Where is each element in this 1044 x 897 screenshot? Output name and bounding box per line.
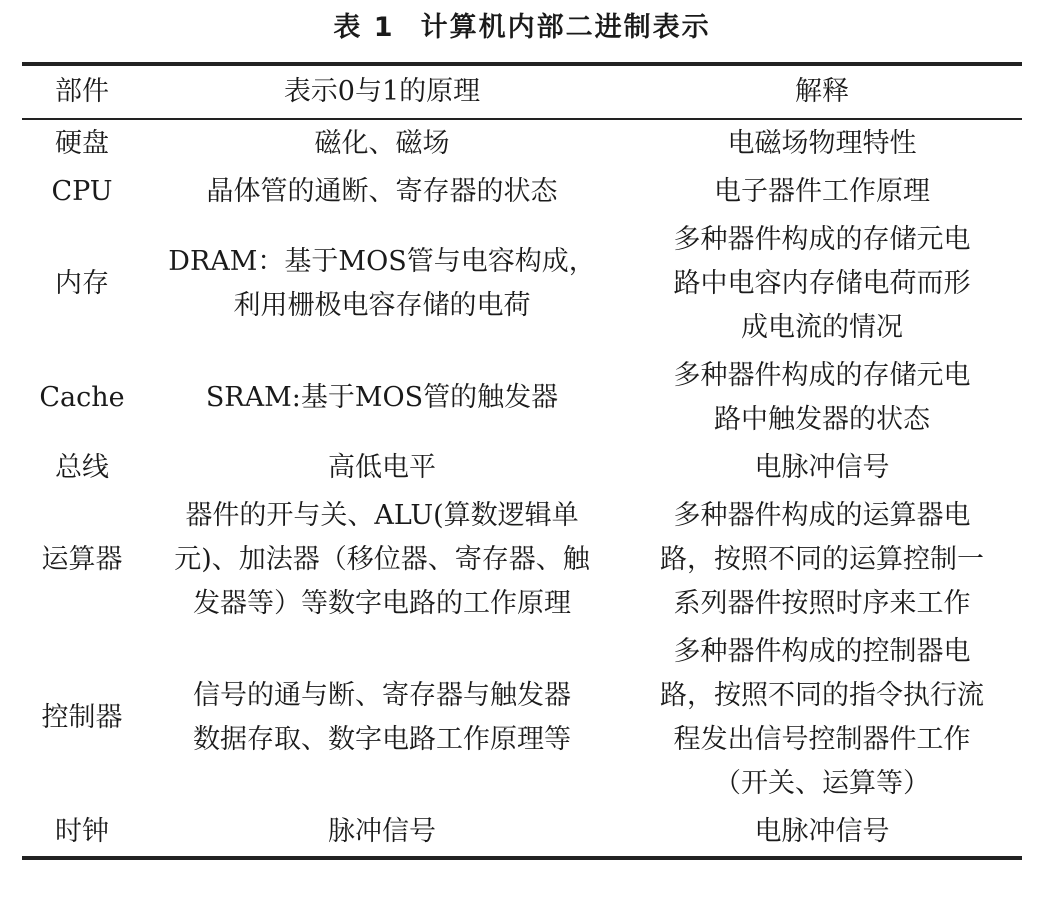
table-row bbox=[22, 216, 1022, 352]
table-row bbox=[22, 628, 1022, 808]
cell-principle: 脉冲信号 bbox=[328, 816, 436, 847]
cell-principle: 信号的通与断、寄存器与触发器 数据存取、数字电路工作原理等 bbox=[193, 680, 571, 755]
cell-component: 硬盘 bbox=[55, 128, 109, 159]
table-number: 表 1 bbox=[333, 12, 395, 43]
table-caption bbox=[0, 8, 1044, 48]
table-row bbox=[22, 352, 1022, 444]
table-row bbox=[22, 119, 1022, 168]
cell-component: 总线 bbox=[55, 452, 109, 483]
cell-explanation: 电磁场物理特性 bbox=[727, 128, 917, 159]
cell-explanation: 多种器件构成的存储元电 路中电容内存储电荷而形 成电流的情况 bbox=[673, 224, 971, 343]
cell-component: 时钟 bbox=[55, 816, 109, 847]
cell-component: 控制器 bbox=[41, 702, 123, 733]
header-principle: 表示0与1的原理 bbox=[283, 76, 481, 107]
cell-explanation: 多种器件构成的控制器电 路，按照不同的指令执行流 程发出信号控制器件工作 （开关、运算等） bbox=[660, 636, 984, 799]
table-row bbox=[22, 808, 1022, 858]
cell-principle: SRAM:基于MOS管的触发器 bbox=[205, 382, 559, 413]
header-component: 部件 bbox=[55, 76, 109, 107]
cell-explanation: 多种器件构成的存储元电 路中触发器的状态 bbox=[673, 360, 971, 435]
cell-principle: DRAM：基于MOS管与电容构成， 利用栅极电容存储的电荷 bbox=[168, 246, 596, 321]
table-row bbox=[22, 444, 1022, 492]
cell-principle: 磁化、磁场 bbox=[314, 128, 450, 159]
cell-component: Cache bbox=[39, 382, 125, 413]
table-row bbox=[22, 492, 1022, 628]
header-explanation: 解释 bbox=[795, 76, 849, 107]
binary-representation-table bbox=[22, 62, 1022, 860]
cell-principle: 器件的开与关、ALU(算数逻辑单 元)、加法器（移位器、寄存器、触 发器等）等数字电路的工作原理 bbox=[174, 500, 590, 619]
header-row bbox=[22, 64, 1022, 119]
cell-explanation: 多种器件构成的运算器电 路，按照不同的运算控制一 系列器件按照时序来工作 bbox=[660, 500, 984, 619]
table-title: 计算机内部二进制表示 bbox=[420, 12, 711, 43]
cell-component: CPU bbox=[51, 176, 113, 207]
cell-explanation: 电子器件工作原理 bbox=[714, 176, 930, 207]
cell-principle: 高低电平 bbox=[328, 452, 436, 483]
cell-component: 运算器 bbox=[41, 544, 123, 575]
cell-explanation: 电脉冲信号 bbox=[754, 816, 890, 847]
cell-explanation: 电脉冲信号 bbox=[754, 452, 890, 483]
cell-component: 内存 bbox=[55, 268, 109, 299]
table-row bbox=[22, 168, 1022, 216]
cell-principle: 晶体管的通断、寄存器的状态 bbox=[206, 176, 558, 207]
